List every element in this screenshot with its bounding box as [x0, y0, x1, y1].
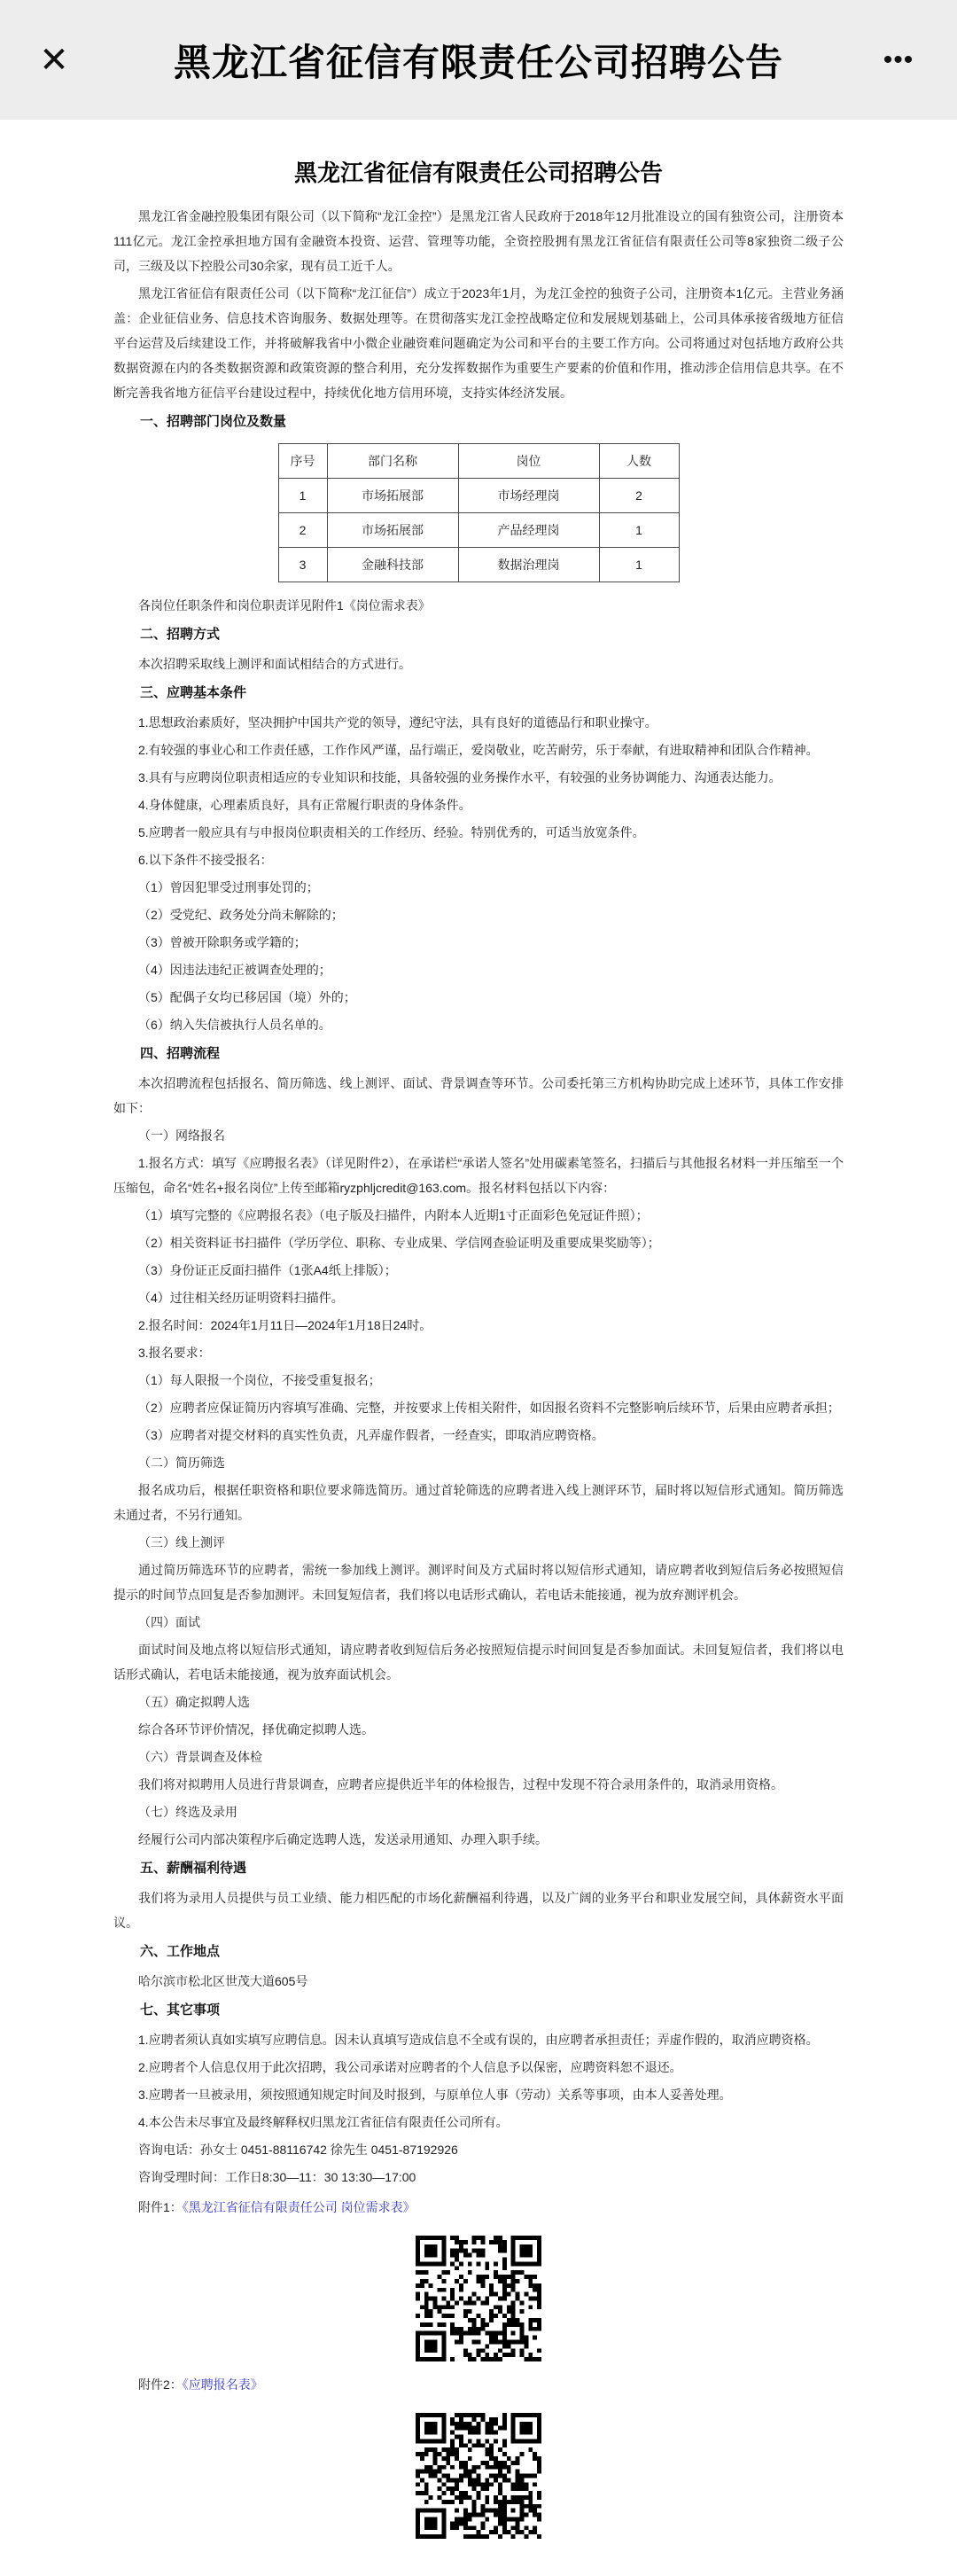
table-cell: 金融科技部: [327, 548, 458, 582]
paragraph: （6）纳入失信被执行人员名单的。: [138, 1018, 331, 1032]
paragraph: 4.身体健康，心理素质良好，具有正常履行职责的身体条件。: [138, 798, 471, 812]
attachment-label: 附件2：: [138, 2377, 183, 2392]
table-cell: 数据治理岗: [458, 548, 599, 582]
qr-code-2: [113, 2413, 844, 2539]
paragraph: 各岗位任职条件和岗位职责详见附件1《岗位需求表》: [138, 598, 431, 613]
paragraph: 2.有较强的事业心和工作责任感，工作作风严谨，品行端正，爱岗敬业，吃苦耐劳，乐于奉献，有进取精神和团队合作精神。: [138, 743, 819, 757]
paragraph: （五）确定拟聘人选: [138, 1695, 250, 1709]
paragraph: （4）因违法违纪正被调查处理的；: [138, 963, 331, 977]
paragraph: （一）网络报名: [138, 1128, 225, 1143]
article-body: [113, 204, 844, 2539]
paragraph: 本次招聘流程包括报名、简历筛选、线上测评、面试、背景调查等环节。公司委托第三方机构协助完成上述环节，具体工作安排如下：: [113, 1076, 844, 1115]
paragraph: 面试时间及地点将以短信形式通知，请应聘者收到短信后务必按照短信提示时间回复是否参加面试。未回复短信者，我们将以电话形式确认，若电话未能接通，视为放弃面试机会。: [113, 1643, 844, 1682]
paragraph: （三）线上测评: [138, 1535, 225, 1550]
table-cell: 1: [599, 548, 679, 582]
positions-table-wrap: [113, 443, 844, 582]
paragraph: （3）曾被开除职务或学籍的；: [138, 935, 307, 949]
paragraph: 3.具有与应聘岗位职责相适应的专业知识和技能，具备较强的业务操作水平，有较强的业务协调能力、沟通表达能力。: [138, 770, 782, 785]
table-cell: 市场经理岗: [458, 479, 599, 513]
table-cell: 1: [278, 479, 327, 513]
attachment-line: [113, 2195, 844, 2220]
paragraph: （1）曾因犯罪受过刑事处罚的；: [138, 880, 319, 894]
paragraph: 2.报名时间：2024年1月11日—2024年1月18日24时。: [138, 1318, 432, 1332]
table-cell: 2: [599, 479, 679, 513]
paragraph: （3）身份证正反面扫描件（1张A4纸上排版）；: [138, 1263, 397, 1277]
table-cell: 产品经理岗: [458, 513, 599, 548]
section-heading: 一、招聘部门岗位及数量: [140, 414, 287, 429]
table-header-row: [278, 444, 679, 479]
more-button[interactable]: [863, 0, 934, 120]
attachment-link[interactable]: 《应聘报名表》: [182, 2377, 263, 2392]
table-cell: 1: [599, 513, 679, 548]
paragraph: 3.报名要求：: [138, 1346, 211, 1360]
attachment-label: 附件1：: [138, 2200, 183, 2214]
paragraph: 通过简历筛选环节的应聘者，需统一参加线上测评。测评时间及方式届时将以短信形式通知，请应聘者收到短信后务必按照短信提示的时间节点回复是否参加测评。未回复短信者，我们将以电话形式确认，若电话未能接通，视为放弃测评机会。: [113, 1563, 844, 1602]
section-heading: 七、其它事项: [140, 2002, 221, 2018]
paragraph: 3.应聘者一旦被录用，须按照通知规定时间及时报到，与原单位人事（劳动）关系等事项，由本人妥善处理。: [138, 2088, 732, 2102]
paragraph: 4.本公告未尽事宜及最终解释权归黑龙江省征信有限责任公司所有。: [138, 2115, 509, 2129]
table-cell: 市场拓展部: [327, 513, 458, 548]
paragraph: 6.以下条件不接受报名：: [138, 853, 273, 867]
paragraph: 综合各环节评价情况，择优确定拟聘人选。: [138, 1722, 374, 1737]
paragraph: （六）背景调查及体检: [138, 1750, 262, 1764]
paragraph: 我们将为录用人员提供与员工业绩、能力相匹配的市场化薪酬福利待遇，以及广阔的业务平台和职业发展空间，具体薪资水平面议。: [113, 1891, 844, 1930]
article-title: 黑龙江省征信有限责任公司招聘公告: [293, 160, 663, 186]
table-header-cell: 人数: [599, 444, 679, 479]
paragraph: 黑龙江省征信有限责任公司（以下简称“龙江征信”）成立于2023年1月，为龙江金控的独资子公司，注册资本1亿元。主营业务涵盖：企业征信业务、信息技术咨询服务、数据处理等。在贯彻落实龙江金控战略定位和发展规划基础上，公司具体承接省级地方征信平台运营及后续建设工作，并将破解我省中小微企业融资难问题确定为公司和平台的主要工作方向。公司将通过对包括地方政府公共数据资源在内的各类数据资源和政策资源的整合利用，充分发挥数据作为重要生产要素的价值和作用，推动涉企信用信息共享。在不断完善我省地方征信平台建设过程中，持续优化地方信用环境，支持实体经济发展。: [113, 286, 844, 400]
paragraph: （四）面试: [138, 1615, 200, 1629]
section-heading: 三、应聘基本条件: [140, 685, 247, 700]
paragraph: 我们将对拟聘用人员进行背景调查，应聘者应提供近半年的体检报告，过程中发现不符合录用条件的，取消录用资格。: [138, 1777, 783, 1791]
paragraph: （二）简历筛选: [138, 1456, 225, 1470]
close-button[interactable]: [23, 0, 85, 120]
paragraph: （1）填写完整的《应聘报名表》（电子版及扫描件，内附本人近期1寸正面彩色免冠证件照）；: [138, 1208, 649, 1222]
qr-code-1-image: [416, 2236, 541, 2361]
section-heading: 四、招聘流程: [140, 1046, 221, 1061]
attachment-link[interactable]: 《黑龙江省征信有限责任公司 岗位需求表》: [182, 2200, 416, 2214]
paragraph: （2）受党纪、政务处分尚未解除的；: [138, 908, 344, 922]
paragraph: 黑龙江省金融控股集团有限公司（以下简称“龙江金控”）是黑龙江省人民政府于2018年12月批准设立的国有独资公司，注册资本111亿元。龙江金控承担地方国有金融资本投资、运营、管理等功能，全资控股拥有黑龙江省征信有限责任公司等8家独资二级子公司，三级及以下控股公司30余家，现有员工近千人。: [113, 209, 844, 273]
attachment-line: [113, 2372, 844, 2397]
paragraph: 咨询受理时间：工作日8:30—11：30 13:30—17:00: [138, 2170, 416, 2184]
more-icon: •••: [883, 44, 914, 74]
table-header-cell: 岗位: [458, 444, 599, 479]
section-heading: 二、招聘方式: [140, 627, 221, 642]
section-heading: 五、薪酬福利待遇: [140, 1861, 247, 1876]
paragraph: （3）应聘者对提交材料的真实性负责，凡弄虚作假者，一经查实，即取消应聘资格。: [138, 1428, 604, 1442]
paragraph: 咨询电话：孙女士 0451-88116742 徐先生 0451-87192926: [138, 2143, 458, 2157]
paragraph: （2）应聘者应保证简历内容填写准确、完整，并按要求上传相关附件，如因报名资料不完整影响后续环节，后果由应聘者承担；: [138, 1401, 840, 1415]
paragraph: 2.应聘者个人信息仅用于此次招聘，我公司承诺对应聘者的个人信息予以保密，应聘资料恕不退还。: [138, 2060, 682, 2074]
table-header-cell: 部门名称: [327, 444, 458, 479]
paragraph: （1）每人限报一个岗位，不接受重复报名；: [138, 1373, 381, 1387]
article-content: [0, 120, 957, 2576]
table-row: [278, 548, 679, 582]
section-heading: 六、工作地点: [140, 1944, 221, 1959]
table-cell: 市场拓展部: [327, 479, 458, 513]
paragraph: 哈尔滨市松北区世茂大道605号: [138, 1974, 308, 1988]
paragraph: （2）相关资料证书扫描件（学历学位、职称、专业成果、学信网查验证明及重要成果奖励等）；: [138, 1236, 660, 1250]
paragraph: 1.报名方式：填写《应聘报名表》（详见附件2），在承诺栏“承诺人签名”处用碳素笔签名，扫描后与其他报名材料一并压缩至一个压缩包，命名“姓名+报名岗位”上传至邮箱ryzphljcredit@163.com。报名材料包括以下内容：: [113, 1156, 844, 1195]
paragraph: （七）终选及录用: [138, 1805, 237, 1819]
paragraph: 5.应聘者一般应具有与申报岗位职责相关的工作经历、经验。特别优秀的，可适当放宽条件。: [138, 825, 645, 839]
qr-code-1: [113, 2236, 844, 2361]
titlebar-title: 黑龙江省征信有限责任公司招聘公告: [173, 41, 783, 83]
titlebar: [0, 0, 957, 120]
paragraph: 报名成功后，根据任职资格和职位要求筛选简历。通过首轮筛选的应聘者进入线上测评环节，届时将以短信形式通知。简历筛选未通过者，不另行通知。: [113, 1483, 844, 1522]
positions-table: [278, 443, 680, 582]
table-row: [278, 479, 679, 513]
paragraph: （5）配偶子女均已移居国（境）外的；: [138, 990, 356, 1004]
table-row: [278, 513, 679, 548]
paragraph: （4）过往相关经历证明资料扫描件。: [138, 1291, 344, 1305]
paragraph: 1.思想政治素质好，坚决拥护中国共产党的领导，遵纪守法，具有良好的道德品行和职业操守。: [138, 715, 657, 730]
close-icon: ✕: [39, 40, 69, 80]
table-cell: 2: [278, 513, 327, 548]
table-header-cell: 序号: [278, 444, 327, 479]
qr-code-2-image: [416, 2413, 541, 2539]
paragraph: 本次招聘采取线上测评和面试相结合的方式进行。: [138, 657, 411, 671]
table-cell: 3: [278, 548, 327, 582]
paragraph: 1.应聘者须认真如实填写应聘信息。因未认真填写造成信息不全或有误的，由应聘者承担责任；弄虚作假的，取消应聘资格。: [138, 2033, 819, 2047]
paragraph: 经履行公司内部决策程序后确定选聘人选，发送录用通知、办理入职手续。: [138, 1832, 548, 1846]
